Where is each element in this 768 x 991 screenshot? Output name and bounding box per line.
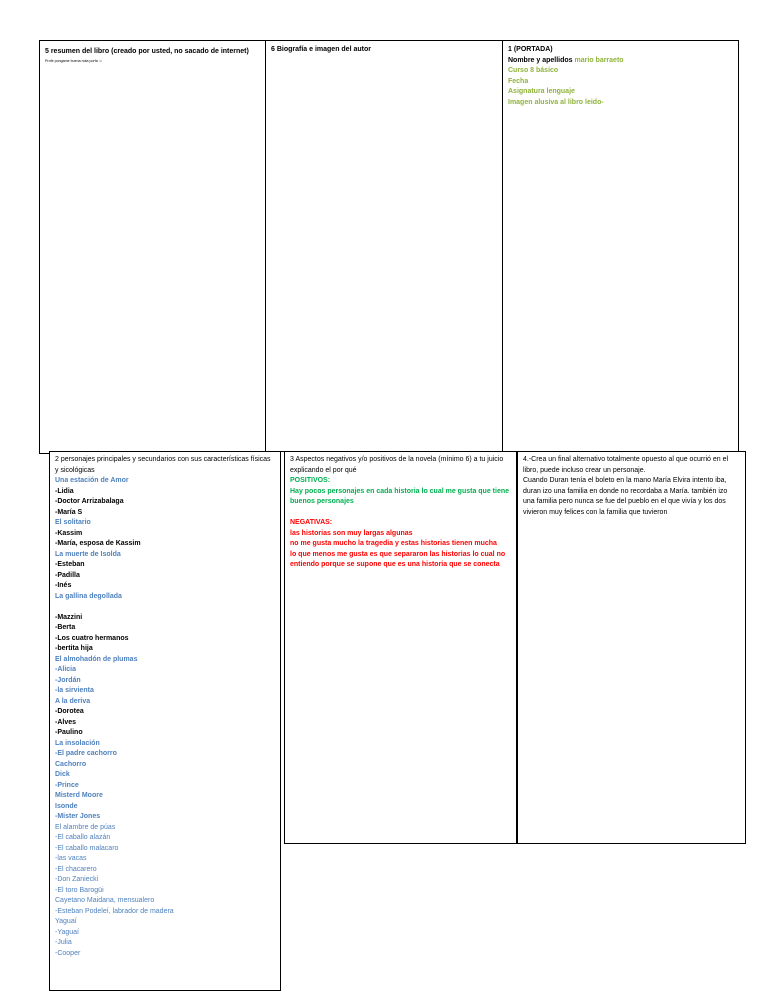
character-item: -El caballo malacaro (55, 844, 119, 852)
character-item: -María, esposa de Kassim (55, 540, 141, 547)
character-item: El alambre de púas (55, 823, 116, 831)
character-item: -las vacas (55, 855, 87, 862)
aspects-box (284, 451, 517, 844)
negative-line: lo que menos me gusta es que separaron las historias lo cual no entiendo porque se supone que es una historia que se conecta (290, 550, 506, 568)
character-item: -Alves (55, 718, 77, 726)
character-item: -Prince (55, 781, 79, 789)
negative-line: no me gusta mucho la tragedia y estas historias tienen mucha (290, 540, 497, 547)
character-item: Dick (55, 771, 70, 778)
aspects-title: 3 Aspectos negativos y/o positivos de la novela (mínimo 6) a tu juicio explicando el por qué (290, 456, 504, 474)
story-heading: La gallina degollada (55, 592, 122, 600)
summary-box (39, 40, 267, 454)
character-item: -María S (55, 508, 83, 516)
cover-name-line (508, 56, 733, 67)
character-item: -Berta (55, 624, 76, 631)
characters-box (49, 451, 281, 991)
character-item: -la sirvienta (55, 687, 94, 694)
character-item: -Dorotea (55, 708, 84, 715)
character-item: -Yaguaí (55, 928, 79, 936)
character-item: Misterd Moore (55, 792, 103, 799)
character-item: A la deriva (55, 697, 91, 705)
character-item: Yaguaí (55, 918, 77, 925)
positives-text: Hay pocos personajes en cada historia lo cual me gusta que tiene buenos personajes (290, 487, 510, 505)
character-item: -Mazzini (55, 613, 83, 621)
name-label: Nombre y apellidos (508, 56, 575, 64)
cover-image: Imagen alusiva al libro leido- (508, 98, 604, 106)
character-item: -Julia (55, 939, 72, 946)
cover-course: Curso 8 básico (508, 67, 559, 74)
character-item: -Esteban (55, 561, 85, 568)
characters-title: 2 personajes principales y secundarios con sus características físicas y sicológicas (55, 456, 271, 474)
character-item: La insolación (55, 739, 100, 747)
character-item: -El padre cachorro (55, 750, 117, 757)
cover-date: Fecha (508, 77, 529, 85)
negatives-label: NEGATIVAS: (290, 519, 333, 526)
character-item: -El caballo alazán (55, 834, 111, 841)
story-heading: El almohadón de plumas (55, 655, 138, 663)
alternate-ending-box (517, 451, 746, 844)
character-item (55, 602, 275, 613)
character-item: -El chacarero (55, 865, 97, 873)
story-heading: El solitario (55, 519, 91, 526)
author-bio-box (265, 40, 503, 452)
character-item: -Doctor Arrizabalaga (55, 498, 124, 505)
character-item: -Padilla (55, 571, 80, 579)
cover-title: 1 (PORTADA) (508, 46, 553, 53)
positives-label: POSITIVOS: (290, 477, 331, 484)
character-item: -Kassim (55, 529, 83, 537)
negative-line: las historias son muy largas algunas (290, 529, 413, 537)
summary-title: 5 resumen del libro (creado por usted, no sacado de internet) (45, 48, 249, 55)
summary-note: Profe pongame buena nota porfa ☺ (45, 58, 103, 63)
character-item: Cachorro (55, 760, 87, 768)
character-item: -bertita hija (55, 645, 93, 652)
characters-list (55, 476, 275, 959)
character-item: -Cooper (55, 949, 81, 957)
character-item: -Jordán (55, 676, 81, 684)
character-item: -Lidia (55, 487, 74, 495)
cover-box (502, 40, 739, 452)
author-bio-title: 6 Biografía e imagen del autor (271, 46, 371, 53)
alt-ending-title: 4.-Crea un final alternativo totalmente opuesto al que ocurrió en el libro, puede incluso crear un personaje. (523, 456, 729, 474)
character-item: -Alicia (55, 666, 77, 673)
character-item: -Don Zaniecki (55, 876, 99, 883)
character-item: -Esteban Podeleí, labrador de madera (55, 907, 174, 915)
name-value: mario barraeto (574, 56, 624, 64)
character-item: Isonde (55, 802, 78, 810)
story-heading: La muerte de Isolda (55, 550, 121, 558)
character-item: -Paulino (55, 729, 83, 736)
story-heading: Una estación de Amor (55, 477, 129, 484)
character-item: -Los cuatro hermanos (55, 634, 129, 642)
character-item: -Inés (55, 582, 72, 589)
alt-ending-text: Cuando Duran tenía el boleto en la mano María Elvira intento iba, duran izo una familia en donde no recordaba a María. también izo una familia pero nunca se fue del pueblo en el que vivía y los dos vivieron muy felices con la familia que tuvieron (523, 477, 728, 516)
character-item: -Mister Jones (55, 813, 101, 820)
cover-subject: Asignatura lenguaje (508, 88, 575, 95)
character-item: Cayetano Maidana, mensualero (55, 897, 155, 904)
character-item: -El toro Barogüi (55, 886, 104, 894)
